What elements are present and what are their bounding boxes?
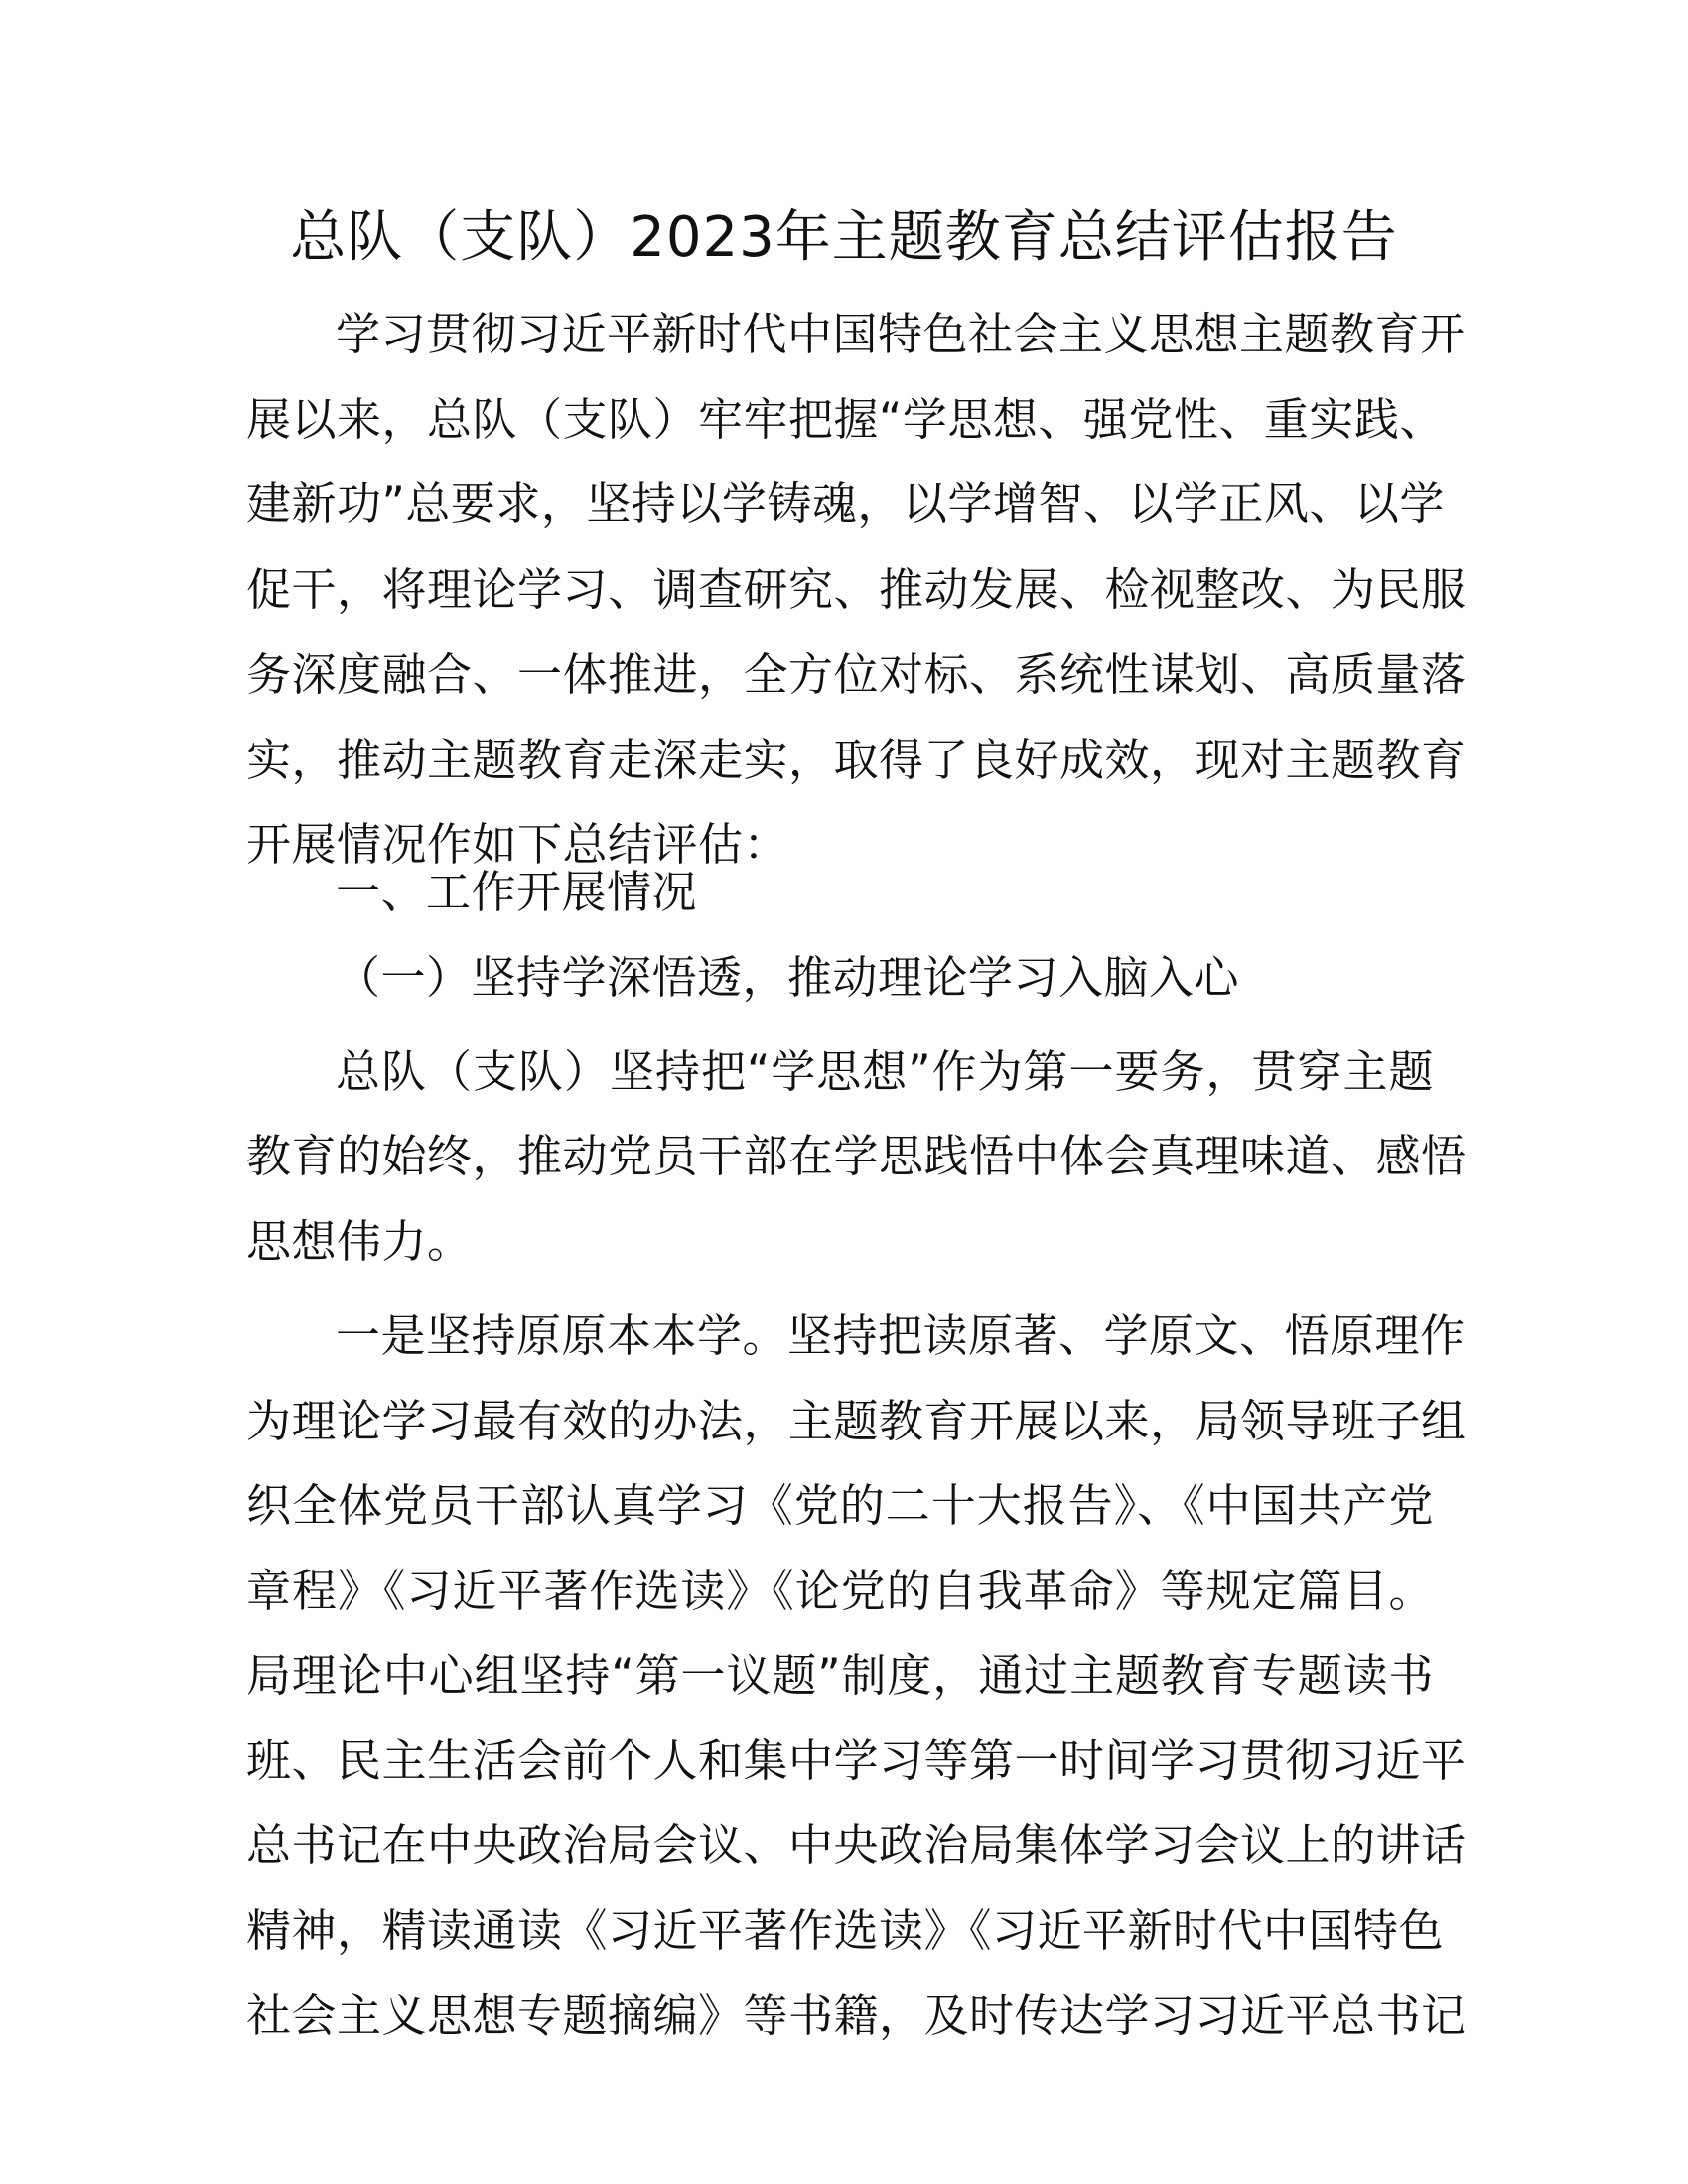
paragraph-line: 实，推动主题教育走深走实，取得了良好成效，现对主题教育 [246,734,1467,786]
paragraph-line: 一是坚持原原本本学。坚持把读原著、学原文、悟原理作 [336,1309,1466,1362]
paragraph-line: 展以来，总队（支队）牢牢把握“学思想、强党性、重实践、 [246,393,1445,446]
paragraph-line: 章程》《习近平著作选读》《论党的自我革命》等规定篇目。 [246,1565,1434,1617]
paragraph-line: 务深度融合、一体推进，全方位对标、系统性谋划、高质量落 [246,648,1467,701]
paragraph-line: 教育的始终，推动党员干部在学思践悟中体会真理味道、感悟 [246,1130,1467,1182]
paragraph-line: 班、民主生活会前个人和集中学习等第一时间学习贯彻习近平 [246,1734,1467,1787]
paragraph-line: 精神，精读通读《习近平著作选读》《习近平新时代中国特色 [246,1904,1445,1957]
paragraph-line: 学习贯彻习近平新时代中国特色社会主义思想主题教育开 [336,308,1466,360]
paragraph-line: 思想伟力。 [246,1215,473,1268]
paragraph-line: 为理论学习最有效的办法，主题教育开展以来，局领导班子组 [246,1395,1467,1447]
document-title: 总队（支队）2023年主题教育总结评估报告 [290,205,1398,270]
paragraph-line: 建新功”总要求，坚持以学铸魂，以学增智、以学正风、以学 [246,478,1445,530]
paragraph-line: 局理论中心组坚持“第一议题”制度，通过主题教育专题读书 [246,1649,1434,1702]
paragraph-line: 织全体党员干部认真学习《党的二十大报告》、《中国共产党 [246,1479,1434,1532]
subsection-heading: （一）坚持学深悟透，推动理论学习入脑入心 [336,951,1240,1004]
paragraph-line: 总队（支队）坚持把“学思想”作为第一要务，贯穿主题 [336,1045,1434,1098]
paragraph-line: 开展情况作如下总结评估： [246,818,789,871]
paragraph-line: 社会主义思想专题摘编》等书籍，及时传达学习习近平总书记 [246,1989,1467,2042]
paragraph-line: 促干，将理论学习、调查研究、推动发展、检视整改、为民服 [246,563,1467,615]
paragraph-line: 总书记在中央政治局会议、中央政治局集体学习会议上的讲话 [246,1819,1467,1871]
section-heading: 一、工作开展情况 [336,866,698,918]
